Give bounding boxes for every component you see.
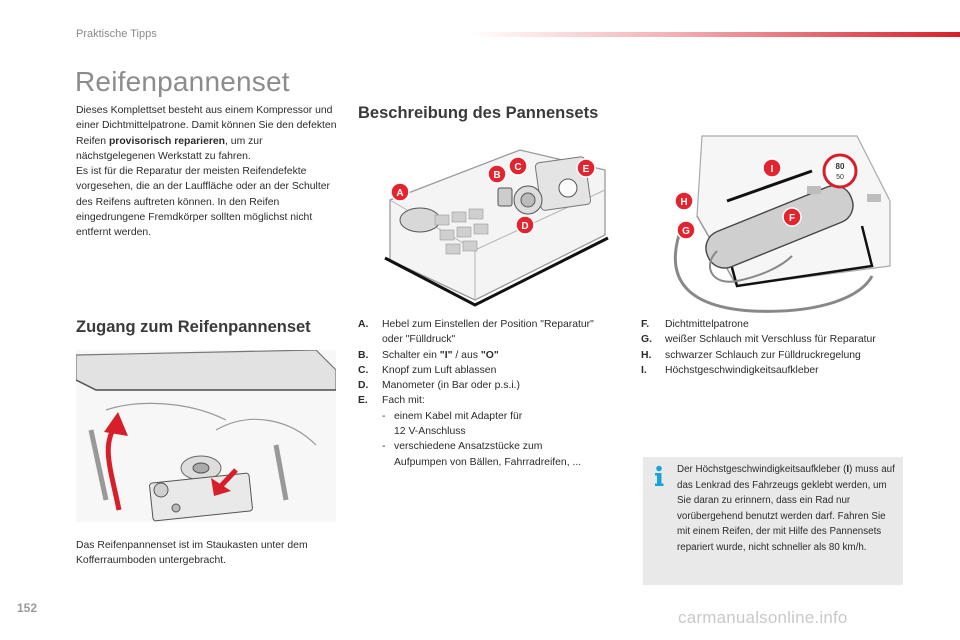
intro-paragraph-2: Es ist für die Reparatur der meisten Reifendefekte vorgesehen, die an der Lauffläche oder an der Schulter des Reifens auftreten können. In den Reifen eingedrungene Fremdkörper sollten möglichst nicht entfernt werden.: [76, 166, 330, 239]
compressor-diagram: [380, 140, 610, 310]
intro-text: [76, 103, 338, 241]
watermark: carmanualsonline.info: [678, 608, 848, 627]
info-text: Der Höchstgeschwindigkeitsaufkleber (I) muss auf das Lenkrad des Fahrzeugs geklebt werden, um Sie daran zu erinnern, dass ein Rad nur vorübergehend benutzt werden darf. Fahren Sie mit einem Reifen, der mit Hilfe des Pannensets repariert wurde, nicht schneller als 80 km/h.: [677, 464, 895, 553]
label-b: B: [493, 170, 501, 181]
sub-list-item-continuation: 12 V-Anschluss: [394, 426, 466, 438]
list-item-continuation: oder "Fülldruck": [382, 334, 456, 346]
label-i: I: [770, 164, 774, 175]
header-accent-bar: [470, 32, 960, 37]
access-heading: Zugang zum Reifenpannenset: [76, 318, 311, 336]
label-e: E: [582, 164, 590, 175]
section-header: Praktische Tipps: [76, 28, 157, 40]
page-title: Reifenpannenset: [75, 66, 290, 97]
list-item: E. Fach mit:: [358, 395, 425, 407]
parts-list-left: [358, 317, 628, 470]
sub-list-item-continuation: Aufpumpen von Bällen, Fahrradreifen, ...: [394, 456, 582, 468]
list-item: C. Knopf zum Luft ablassen: [358, 364, 497, 376]
sticker-speed-top: 80: [835, 162, 845, 171]
description-heading: Beschreibung des Pannensets: [358, 104, 599, 122]
label-f: F: [788, 213, 796, 224]
label-g: G: [682, 226, 690, 237]
info-icon: [652, 465, 666, 487]
access-caption: Das Reifenpannenset ist im Staukasten unter dem Kofferraumboden untergebracht.: [76, 540, 308, 567]
repair-kit-bag-diagram: [662, 116, 902, 316]
list-item: A. Hebel zum Einstellen der Position "Reparatur": [358, 319, 594, 330]
label-c: C: [514, 162, 522, 173]
list-item: D. Manometer (in Bar oder p.s.i.): [358, 380, 521, 392]
list-item: I. Höchstgeschwindigkeitsaufkleber: [641, 364, 819, 376]
trunk-diagram: [76, 350, 336, 522]
list-item: H. schwarzer Schlauch zur Fülldruckregelung: [641, 349, 861, 361]
label-a: A: [396, 188, 404, 199]
label-h: H: [680, 197, 688, 208]
parts-list-right: [641, 317, 906, 378]
list-item: F. Dichtmittelpatrone: [641, 319, 749, 330]
intro-paragraph-1: Dieses Komplettset besteht aus einem Kompressor und einer Dichtmittelpatrone. Damit können Sie den defekten Reifen provisorisch reparieren, um zur nächstgelegenen Werkstatt zu fahren.: [76, 105, 337, 162]
list-item: G. weißer Schlauch mit Verschluss für Reparatur: [641, 334, 876, 346]
page-number: 152: [17, 601, 38, 615]
sub-list-item: - verschiedene Ansatzstücke zum: [382, 441, 543, 453]
label-d: D: [521, 221, 529, 232]
sticker-speed-bottom: 50: [836, 174, 844, 181]
sub-list-item: - einem Kabel mit Adapter für: [382, 410, 523, 422]
list-item: B. Schalter ein "I" / aus "O": [358, 349, 499, 361]
